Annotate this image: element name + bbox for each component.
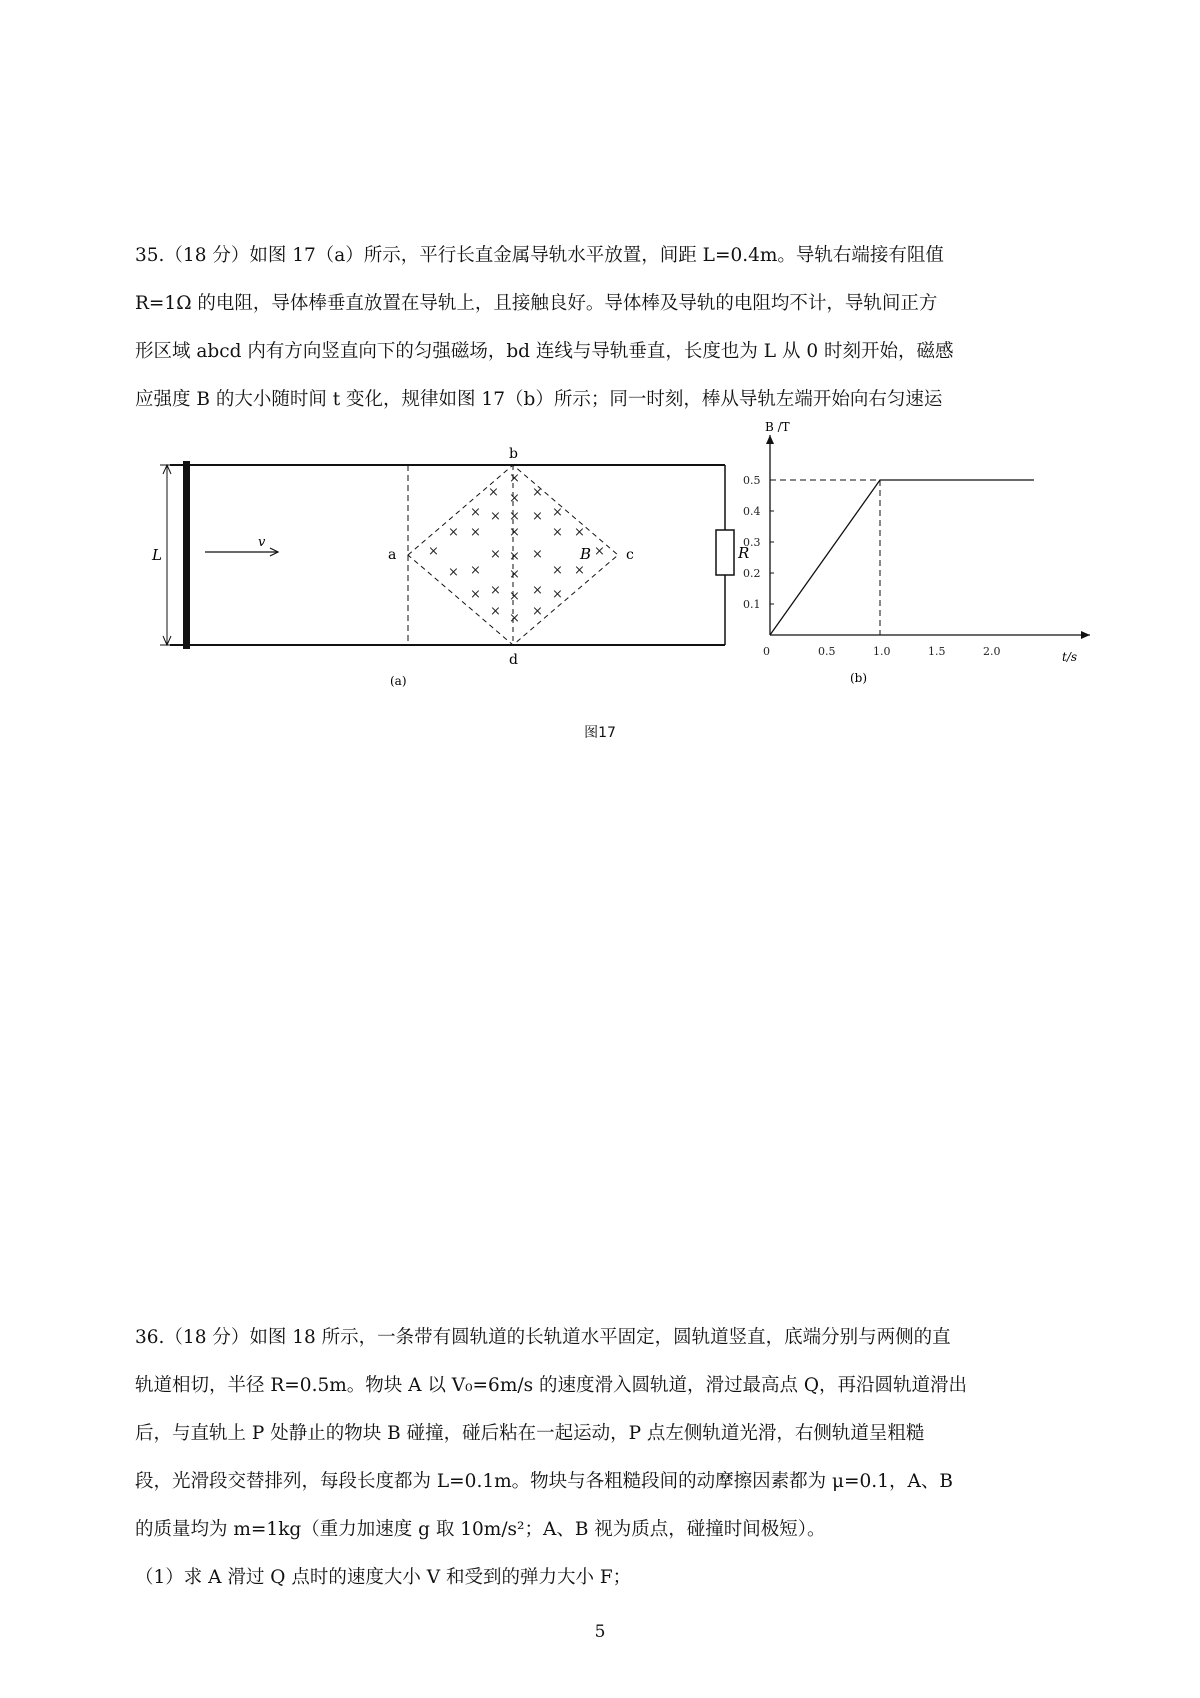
svg-text:×: × — [532, 604, 543, 619]
svg-text:×: × — [490, 604, 501, 619]
series-line — [770, 480, 1034, 635]
y-tick-label: 0.1 — [743, 598, 761, 611]
y-tick-label: 0.4 — [743, 505, 761, 518]
page-number: 5 — [594, 1622, 606, 1642]
svg-text:×: × — [490, 583, 501, 598]
q36-line: 36.（18 分）如图 18 所示，一条带有圆轨道的长轨道水平固定，圆轨道竖直，底端分别与两侧的直 — [135, 1327, 951, 1348]
y-tick-label: 0.3 — [743, 536, 761, 549]
figure-17b — [743, 420, 1110, 700]
y-tick-label: 0.2 — [743, 567, 761, 580]
svg-text:×: × — [509, 471, 520, 486]
svg-text:×: × — [509, 589, 520, 604]
svg-text:×: × — [532, 485, 543, 500]
chart-ticks — [743, 474, 1001, 658]
q35-line: 应强度 B 的大小随时间 t 变化，规律如图 17（b）所示；同一时刻，棒从导轨左端开始向右匀速运 — [135, 389, 943, 410]
label-a: a — [388, 547, 397, 563]
x-axis-arrow — [1081, 631, 1090, 639]
x-tick-label: 2.0 — [983, 645, 1001, 658]
svg-text:×: × — [470, 563, 481, 578]
conductor-rod — [183, 461, 190, 649]
q36-line: （1）求 A 滑过 Q 点时的速度大小 V 和受到的弹力大小 F； — [135, 1567, 632, 1588]
caption-b: (b) — [850, 671, 868, 685]
question-35 — [135, 232, 1065, 424]
svg-text:×: × — [509, 611, 520, 626]
svg-text:×: × — [532, 509, 543, 524]
question-36 — [135, 1314, 1065, 1602]
chart-series — [770, 480, 1034, 635]
label-R: R — [738, 544, 750, 562]
q36-line: 轨道相切，半径 R=0.5m。物块 A 以 V₀=6m/s 的速度滑入圆轨道，滑过最高点 Q，再沿圆轨道滑出 — [135, 1375, 968, 1396]
svg-text:×: × — [448, 565, 459, 580]
q36-line: 后，与直轨上 P 处静止的物块 B 碰撞，碰后粘在一起运动，P 点左侧轨道光滑，右侧轨道呈粗糙 — [135, 1423, 925, 1444]
svg-text:×: × — [509, 525, 520, 540]
svg-text:×: × — [552, 587, 563, 602]
svg-text:×: × — [488, 485, 499, 500]
magnetic-field-marks — [428, 471, 605, 626]
y-axis-label: B /T — [765, 420, 790, 434]
rail-diagram — [152, 440, 750, 700]
label-c: c — [626, 547, 634, 563]
svg-text:×: × — [470, 505, 481, 520]
svg-text:×: × — [574, 563, 585, 578]
q35-line: 形区域 abcd 内有方向竖直向下的匀强磁场，bd 连线与导轨垂直，长度也为 L 从 0 时刻开始，磁感 — [135, 341, 954, 362]
svg-text:×: × — [509, 491, 520, 506]
svg-text:×: × — [594, 544, 605, 559]
svg-text:×: × — [552, 563, 563, 578]
svg-text:×: × — [532, 547, 543, 562]
svg-text:×: × — [552, 525, 563, 540]
figure-17a — [152, 440, 750, 700]
svg-text:×: × — [470, 525, 481, 540]
x-tick-label: 0.5 — [818, 645, 836, 658]
chart-axes — [766, 435, 1090, 639]
caption-a: (a) — [390, 674, 407, 688]
x-tick-label: 1.5 — [928, 645, 946, 658]
figure-title: 图17 — [584, 725, 616, 741]
q36-line: 的质量均为 m=1kg（重力加速度 g 取 10m/s²；A、B 视为质点，碰撞时间极短）。 — [135, 1519, 826, 1540]
label-v: v — [258, 535, 266, 550]
label-L: L — [152, 546, 162, 564]
svg-text:×: × — [490, 509, 501, 524]
svg-text:×: × — [470, 587, 481, 602]
label-B: B — [580, 545, 592, 563]
label-b: b — [509, 446, 518, 462]
x-tick-label: 0 — [763, 645, 770, 658]
svg-text:×: × — [532, 583, 543, 598]
y-axis-arrow — [766, 435, 774, 444]
x-axis-label: t/s — [1062, 650, 1078, 664]
svg-text:×: × — [574, 525, 585, 540]
svg-text:×: × — [509, 549, 520, 564]
svg-text:×: × — [552, 505, 563, 520]
q35-line: R=1Ω 的电阻，导体棒垂直放置在导轨上，且接触良好。导体棒及导轨的电阻均不计，导轨间正方 — [135, 293, 938, 314]
q36-line: 段，光滑段交替排列，每段长度都为 L=0.1m。物块与各粗糙段间的动摩擦因素都为 μ=0.1，A、B — [135, 1471, 953, 1492]
q35-line: 35.（18 分）如图 17（a）所示，平行长直金属导轨水平放置，间距 L=0.4m。导轨右端接有阻值 — [135, 245, 944, 266]
svg-text:×: × — [509, 567, 520, 582]
svg-text:×: × — [428, 544, 439, 559]
svg-text:×: × — [509, 509, 520, 524]
label-d: d — [509, 652, 518, 668]
resistor — [716, 530, 734, 575]
svg-text:×: × — [448, 525, 459, 540]
y-tick-label: 0.5 — [743, 474, 761, 487]
b-t-chart — [743, 420, 1110, 700]
svg-text:×: × — [490, 547, 501, 562]
x-tick-label: 1.0 — [873, 645, 891, 658]
